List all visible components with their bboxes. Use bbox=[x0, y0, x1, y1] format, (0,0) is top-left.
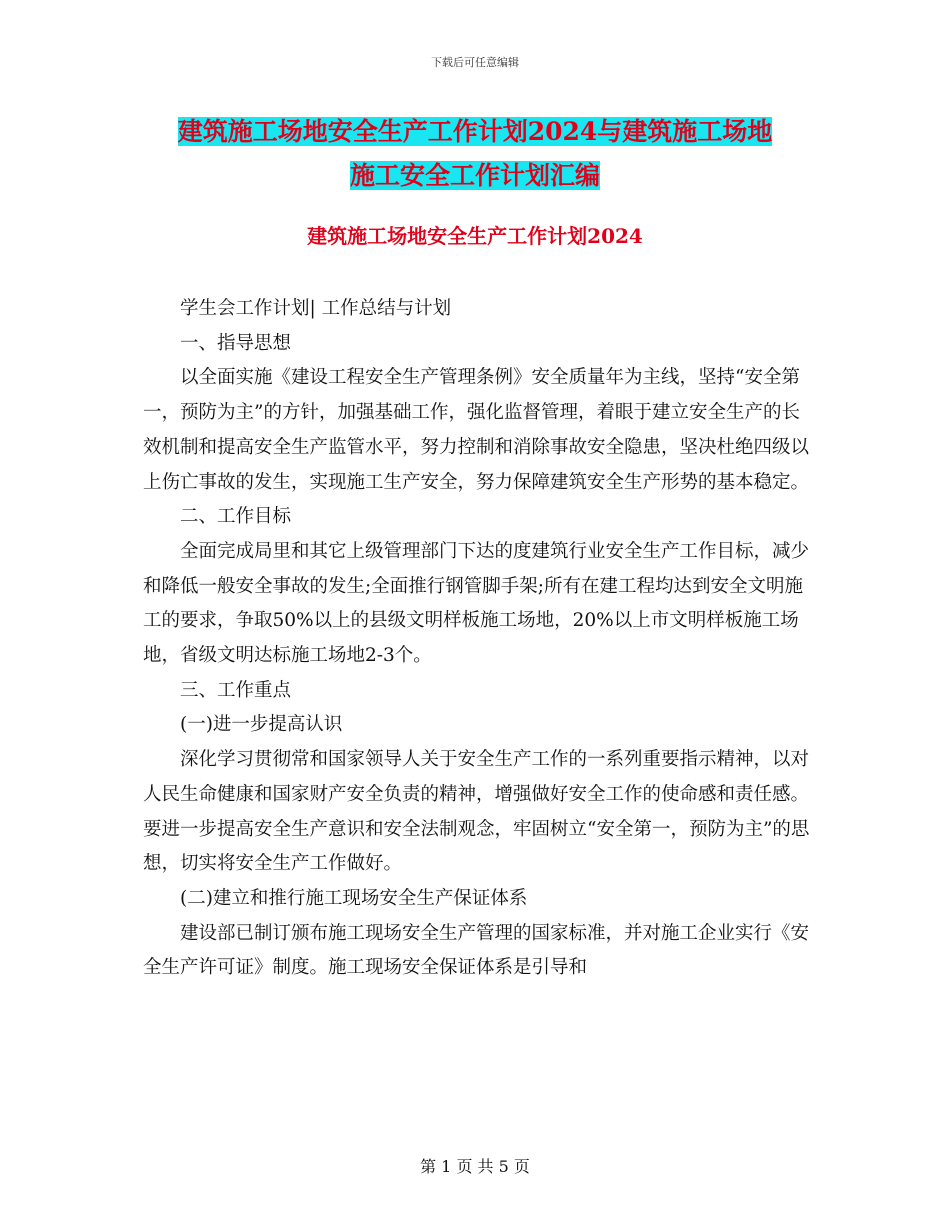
title-line-1: 建筑施工场地安全生产工作计划2024与建筑施工场地 bbox=[177, 117, 773, 146]
section-title: 建筑施工场地安全生产工作计划2024 bbox=[307, 224, 643, 248]
heading-guiding-ideology: 一、指导思想 bbox=[180, 332, 292, 354]
subheading-safety-system: (二)建立和推行施工现场安全生产保证体系 bbox=[180, 887, 528, 909]
heading-work-goals: 二、工作目标 bbox=[180, 506, 292, 528]
paragraph-awareness: 深化学习贯彻常和国家领导人关于安全生产工作的一系列重要指示精神，以对人民生命健康和国家财产安全负责的精神，增强做好安全工作的使命感和责任感。要进一步提高安全生产意识和安全法制观念，牢固树立“安全第一，预防为主”的思想，切实将安全生产工作做好。 bbox=[143, 749, 810, 875]
page-footer: 第 1 页 共 5 页 bbox=[420, 1157, 530, 1176]
subheading-awareness: (一)进一步提高认识 bbox=[180, 714, 343, 736]
paragraph-work-goals: 全面完成局里和其它上级管理部门下达的度建筑行业安全生产工作目标，减少和降低一般安全事故的发生;全面推行钢管脚手架;所有在建工程均达到安全文明施工的要求，争取50%以上的县级文明样板施工场地，20%以上市文明样板施工场地，省级文明达标施工场地2-3个。 bbox=[143, 540, 810, 667]
document-title bbox=[140, 110, 810, 198]
heading-work-focus: 三、工作重点 bbox=[180, 679, 292, 701]
body-text bbox=[143, 292, 813, 986]
header-note: 下载后可任意编辑 bbox=[431, 56, 519, 69]
paragraph-safety-system: 建设部已制订颁布施工现场安全生产管理的国家标准，并对施工企业实行《安全生产许可证》制度。施工现场安全保证体系是引导和 bbox=[143, 922, 810, 979]
title-line-2: 施工安全工作计划汇编 bbox=[349, 161, 600, 190]
paragraph-category: 学生会工作计划| 工作总结与计划 bbox=[180, 298, 452, 319]
paragraph-guiding-ideology: 以全面实施《建设工程安全生产管理条例》安全质量年为主线，坚持“安全第一，预防为主”的方针，加强基础工作，强化监督管理，着眼于建立安全生产的长效机制和提高安全生产监管水平，努力控制和消除事故安全隐患，坚决杜绝四级以上伤亡事故的发生，实现施工生产安全，努力保障建筑安全生产形势的基本稳定。 bbox=[143, 367, 810, 493]
